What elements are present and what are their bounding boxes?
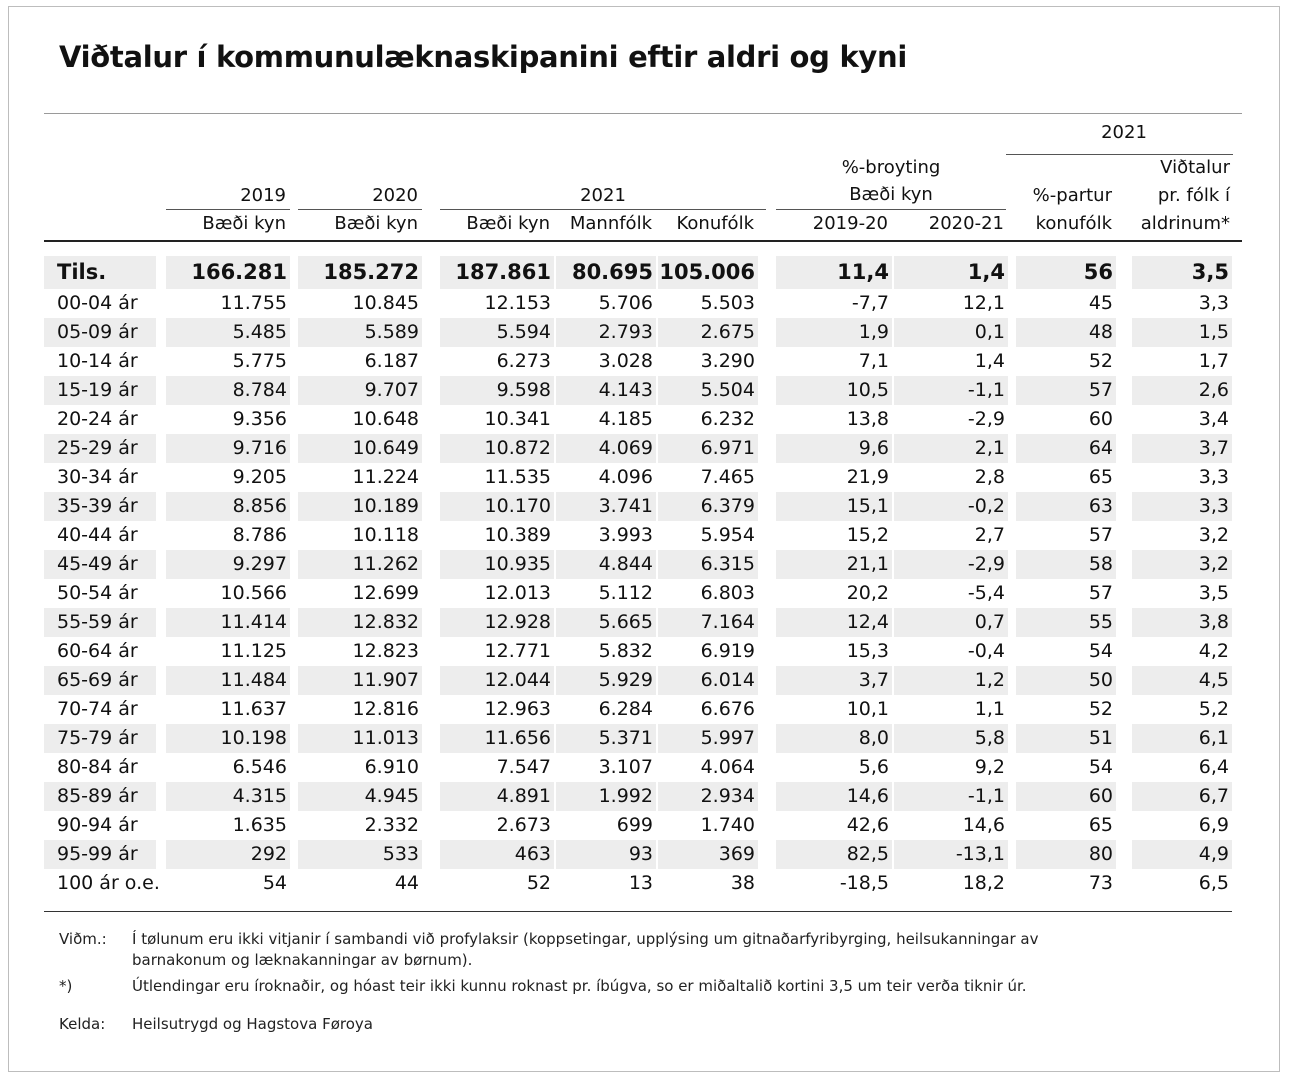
cell-age: 65-69 ár bbox=[44, 666, 156, 695]
header-change-underline bbox=[776, 209, 1006, 210]
cell-2021-men: 3.993 bbox=[598, 524, 653, 546]
cell-per-person: 3,4 bbox=[1198, 408, 1229, 430]
cell-age: 70-74 ár bbox=[57, 698, 138, 720]
header-2019-both: Bæði kyn bbox=[202, 213, 286, 234]
cell-change-2020-21: 0,1 bbox=[894, 318, 1008, 347]
cell-2020: 44 bbox=[394, 872, 419, 894]
cell-2021-men: 5.832 bbox=[598, 640, 653, 662]
cell-per-person: 3,8 bbox=[1132, 608, 1232, 637]
cell-2021-men: 5.371 bbox=[556, 724, 656, 753]
cell-2019: 9.356 bbox=[232, 408, 287, 430]
cell-per-person: 4,5 bbox=[1132, 666, 1232, 695]
cell-change-2019-20: 20,2 bbox=[846, 582, 889, 604]
cell-2019: 8.786 bbox=[232, 524, 287, 546]
cell-per-person: 6,7 bbox=[1132, 782, 1232, 811]
cell-per-person: 3,3 bbox=[1198, 466, 1229, 488]
cell-female-share: 52 bbox=[1088, 350, 1113, 372]
cell-2021-men: 1.992 bbox=[556, 782, 656, 811]
cell-2021-both: 10.341 bbox=[484, 408, 551, 430]
cell-2019: 1.635 bbox=[232, 814, 287, 836]
header-change-2020-21: 2020-21 bbox=[928, 213, 1004, 234]
cell-change-2020-21: 1,2 bbox=[894, 666, 1008, 695]
header-female-share-2: konufólk bbox=[1035, 213, 1112, 234]
cell-2021-men: 3.741 bbox=[556, 492, 656, 521]
cell-change-2019-20: 10,5 bbox=[776, 376, 892, 405]
cell-age: 05-09 ár bbox=[44, 318, 156, 347]
header-2021-men: Mannfólk bbox=[569, 213, 652, 234]
cell-age: 50-54 ár bbox=[57, 582, 138, 604]
cell-2020: 10.648 bbox=[352, 408, 419, 430]
cell-2019: 5.485 bbox=[166, 318, 290, 347]
cell-2021-men: 13 bbox=[628, 872, 653, 894]
cell-2021-both: 187.861 bbox=[440, 256, 554, 289]
cell-2020: 6.187 bbox=[364, 350, 419, 372]
cell-2021-both: 12.153 bbox=[484, 292, 551, 314]
cell-2019: 5.775 bbox=[232, 350, 287, 372]
cell-2021-both: 12.928 bbox=[440, 608, 554, 637]
cell-2019: 166.281 bbox=[166, 256, 290, 289]
table-row bbox=[44, 492, 1242, 521]
cell-2021-women: 7.465 bbox=[700, 466, 755, 488]
cell-2021-both: 5.594 bbox=[440, 318, 554, 347]
cell-2021-men: 3.107 bbox=[598, 756, 653, 778]
cell-2020: 2.332 bbox=[364, 814, 419, 836]
cell-age: 60-64 ár bbox=[57, 640, 138, 662]
cell-2021-women: 5.954 bbox=[700, 524, 755, 546]
cell-2021-women: 6.232 bbox=[700, 408, 755, 430]
table-row bbox=[44, 637, 1242, 666]
table-row bbox=[44, 405, 1242, 434]
table-row bbox=[44, 318, 1242, 347]
cell-2020: 10.189 bbox=[298, 492, 422, 521]
cell-2021-men: 93 bbox=[556, 840, 656, 869]
header-2019-year: 2019 bbox=[240, 185, 286, 206]
note-source-text: Heilsutrygd og Hagstova Føroya bbox=[132, 1015, 373, 1033]
cell-change-2020-21: 1,4 bbox=[894, 256, 1008, 289]
cell-per-person: 1,7 bbox=[1198, 350, 1229, 372]
cell-per-person: 6,9 bbox=[1198, 814, 1229, 836]
cell-age: 45-49 ár bbox=[44, 550, 156, 579]
cell-2021-women: 3.290 bbox=[700, 350, 755, 372]
cell-female-share: 51 bbox=[1016, 724, 1116, 753]
cell-2021-women: 4.064 bbox=[700, 756, 755, 778]
cell-2021-both: 6.273 bbox=[496, 350, 551, 372]
header-change-2019-20: 2019-20 bbox=[812, 213, 888, 234]
cell-change-2019-20: 3,7 bbox=[776, 666, 892, 695]
cell-change-2019-20: 82,5 bbox=[776, 840, 892, 869]
header-2021-right-year: 2021 bbox=[1101, 122, 1147, 143]
cell-change-2019-20: 5,6 bbox=[858, 756, 889, 778]
top-rule bbox=[44, 113, 1242, 114]
cell-age: 55-59 ár bbox=[44, 608, 156, 637]
cell-2021-both: 11.535 bbox=[484, 466, 551, 488]
cell-change-2020-21: -2,9 bbox=[967, 408, 1005, 430]
table-row bbox=[44, 347, 1242, 376]
cell-age: 30-34 ár bbox=[57, 466, 138, 488]
cell-2020: 9.707 bbox=[298, 376, 422, 405]
cell-change-2019-20: 1,9 bbox=[776, 318, 892, 347]
cell-2019: 11.414 bbox=[166, 608, 290, 637]
cell-change-2020-21: -1,1 bbox=[894, 376, 1008, 405]
cell-female-share: 63 bbox=[1016, 492, 1116, 521]
cell-2020: 11.262 bbox=[298, 550, 422, 579]
cell-per-person: 2,6 bbox=[1132, 376, 1232, 405]
table-row-total bbox=[44, 256, 1242, 289]
header-2021-both: Bæði kyn bbox=[466, 213, 550, 234]
cell-2021-women: 105.006 bbox=[658, 256, 758, 289]
cell-change-2020-21: -1,1 bbox=[894, 782, 1008, 811]
header-2021-underline bbox=[440, 209, 766, 210]
cell-2021-both: 52 bbox=[526, 872, 551, 894]
cell-per-person: 3,2 bbox=[1132, 550, 1232, 579]
cell-female-share: 64 bbox=[1016, 434, 1116, 463]
header-2020-underline bbox=[298, 209, 422, 210]
cell-2021-men: 4.143 bbox=[556, 376, 656, 405]
cell-2021-women: 6.971 bbox=[658, 434, 758, 463]
cell-change-2019-20: 15,2 bbox=[846, 524, 889, 546]
cell-2020: 10.118 bbox=[352, 524, 419, 546]
cell-change-2019-20: 42,6 bbox=[846, 814, 889, 836]
table-row bbox=[44, 579, 1242, 608]
cell-change-2019-20: 8,0 bbox=[776, 724, 892, 753]
header-change-subtitle: Bæði kyn bbox=[849, 184, 933, 205]
cell-change-2019-20: 9,6 bbox=[776, 434, 892, 463]
cell-age: 00-04 ár bbox=[57, 292, 138, 314]
note-star-text: Útlendingar eru íroknaðir, og hóast teir ikki kunnu roknast pr. íbúgva, so er miðaltalið kortini 3,5 um teir verða tiknir úr. bbox=[132, 977, 1027, 995]
cell-per-person: 1,5 bbox=[1132, 318, 1232, 347]
cell-2020: 5.589 bbox=[298, 318, 422, 347]
cell-change-2019-20: 11,4 bbox=[776, 256, 892, 289]
cell-age: 35-39 ár bbox=[44, 492, 156, 521]
cell-female-share: 45 bbox=[1088, 292, 1113, 314]
cell-2021-women: 6.676 bbox=[700, 698, 755, 720]
cell-2021-both: 2.673 bbox=[496, 814, 551, 836]
header-2021-women: Konufólk bbox=[676, 213, 754, 234]
table-row bbox=[44, 753, 1242, 782]
cell-change-2020-21: 18,2 bbox=[962, 872, 1005, 894]
cell-2021-men: 699 bbox=[616, 814, 653, 836]
cell-change-2019-20: 21,9 bbox=[846, 466, 889, 488]
header-2020-both: Bæði kyn bbox=[334, 213, 418, 234]
cell-change-2019-20: 13,8 bbox=[846, 408, 889, 430]
cell-female-share: 65 bbox=[1088, 466, 1113, 488]
cell-2020: 12.816 bbox=[352, 698, 419, 720]
cell-2021-both: 10.872 bbox=[440, 434, 554, 463]
cell-2021-women: 5.504 bbox=[658, 376, 758, 405]
cell-female-share: 54 bbox=[1088, 640, 1113, 662]
cell-2021-both: 12.963 bbox=[484, 698, 551, 720]
cell-2021-women: 1.740 bbox=[700, 814, 755, 836]
header-2021-right-underline bbox=[1006, 154, 1233, 155]
cell-per-person: 3,5 bbox=[1198, 582, 1229, 604]
table-title: Viðtalur í kommunulæknaskipanini eftir aldri og kyni bbox=[59, 40, 908, 74]
cell-change-2020-21: 14,6 bbox=[962, 814, 1005, 836]
cell-female-share: 48 bbox=[1016, 318, 1116, 347]
cell-age: 10-14 ár bbox=[57, 350, 138, 372]
cell-2021-women: 5.997 bbox=[658, 724, 758, 753]
cell-age: Tils. bbox=[44, 256, 156, 289]
cell-2021-women: 6.919 bbox=[700, 640, 755, 662]
cell-per-person: 3,7 bbox=[1132, 434, 1232, 463]
cell-age: 20-24 ár bbox=[57, 408, 138, 430]
cell-age: 85-89 ár bbox=[44, 782, 156, 811]
cell-female-share: 56 bbox=[1016, 256, 1116, 289]
header-change-title: %-broyting bbox=[841, 157, 941, 178]
cell-change-2019-20: 15,1 bbox=[776, 492, 892, 521]
table-row bbox=[44, 289, 1242, 318]
header-per-person-1: Viðtalur bbox=[1160, 157, 1230, 178]
cell-2021-men: 5.665 bbox=[556, 608, 656, 637]
cell-change-2019-20: 12,4 bbox=[776, 608, 892, 637]
cell-2021-both: 12.013 bbox=[484, 582, 551, 604]
cell-change-2020-21: 1,1 bbox=[974, 698, 1005, 720]
cell-change-2020-21: 2,7 bbox=[974, 524, 1005, 546]
cell-2019: 9.716 bbox=[166, 434, 290, 463]
cell-age: 100 ár o.e. bbox=[57, 872, 160, 894]
cell-2021-both: 12.044 bbox=[440, 666, 554, 695]
cell-per-person: 4,9 bbox=[1132, 840, 1232, 869]
table-row bbox=[44, 782, 1242, 811]
cell-2021-both: 4.891 bbox=[440, 782, 554, 811]
cell-change-2019-20: 21,1 bbox=[776, 550, 892, 579]
cell-2021-both: 10.389 bbox=[484, 524, 551, 546]
cell-2021-women: 6.379 bbox=[658, 492, 758, 521]
cell-age: 40-44 ár bbox=[57, 524, 138, 546]
table-row bbox=[44, 724, 1242, 753]
cell-2021-both: 12.771 bbox=[484, 640, 551, 662]
cell-change-2020-21: -0,2 bbox=[894, 492, 1008, 521]
cell-age: 80-84 ár bbox=[57, 756, 138, 778]
cell-2021-both: 7.547 bbox=[496, 756, 551, 778]
cell-change-2020-21: -5,4 bbox=[967, 582, 1005, 604]
cell-change-2019-20: 15,3 bbox=[846, 640, 889, 662]
cell-2020: 12.832 bbox=[298, 608, 422, 637]
cell-female-share: 54 bbox=[1088, 756, 1113, 778]
cell-2020: 12.823 bbox=[352, 640, 419, 662]
cell-2021-women: 7.164 bbox=[658, 608, 758, 637]
cell-2021-both: 9.598 bbox=[440, 376, 554, 405]
cell-2021-men: 80.695 bbox=[556, 256, 656, 289]
cell-2021-men: 5.112 bbox=[598, 582, 653, 604]
table-row bbox=[44, 811, 1242, 840]
table-row bbox=[44, 608, 1242, 637]
cell-female-share: 58 bbox=[1016, 550, 1116, 579]
cell-female-share: 55 bbox=[1016, 608, 1116, 637]
table-row bbox=[44, 376, 1242, 405]
cell-per-person: 5,2 bbox=[1198, 698, 1229, 720]
cell-2021-women: 38 bbox=[730, 872, 755, 894]
cell-female-share: 65 bbox=[1088, 814, 1113, 836]
table-row bbox=[44, 521, 1242, 550]
cell-2021-both: 10.935 bbox=[440, 550, 554, 579]
cell-female-share: 57 bbox=[1088, 582, 1113, 604]
table-row bbox=[44, 840, 1242, 869]
cell-2019: 11.125 bbox=[220, 640, 287, 662]
header-rule bbox=[44, 240, 1242, 242]
cell-change-2020-21: 2,1 bbox=[894, 434, 1008, 463]
cell-change-2020-21: 9,2 bbox=[974, 756, 1005, 778]
cell-2021-men: 4.096 bbox=[598, 466, 653, 488]
cell-2021-men: 4.844 bbox=[556, 550, 656, 579]
cell-female-share: 80 bbox=[1016, 840, 1116, 869]
cell-age: 90-94 ár bbox=[57, 814, 138, 836]
cell-age: 75-79 ár bbox=[44, 724, 156, 753]
cell-female-share: 57 bbox=[1016, 376, 1116, 405]
cell-2019: 8.784 bbox=[166, 376, 290, 405]
cell-change-2019-20: -7,7 bbox=[851, 292, 889, 314]
note-remark-text: Í tølunum eru ikki vitjanir í sambandi við profylaksir (koppsetingar, upplýsing um gitnaðarfyribyrging, heilsukanningar av barnakonum og læknakanningar av børnum). bbox=[132, 930, 1039, 969]
cell-2021-women: 6.014 bbox=[658, 666, 758, 695]
cell-change-2020-21: -2,9 bbox=[894, 550, 1008, 579]
cell-female-share: 60 bbox=[1016, 782, 1116, 811]
cell-2020: 533 bbox=[298, 840, 422, 869]
footer-rule bbox=[44, 911, 1232, 912]
cell-2019: 4.315 bbox=[166, 782, 290, 811]
cell-per-person: 3,5 bbox=[1132, 256, 1232, 289]
header-2019-underline bbox=[166, 209, 290, 210]
cell-change-2020-21: 5,8 bbox=[894, 724, 1008, 753]
cell-age: 25-29 ár bbox=[44, 434, 156, 463]
cell-2021-men: 5.929 bbox=[556, 666, 656, 695]
cell-2020: 185.272 bbox=[298, 256, 422, 289]
cell-2020: 11.013 bbox=[298, 724, 422, 753]
cell-2019: 11.637 bbox=[220, 698, 287, 720]
cell-change-2020-21: 12,1 bbox=[962, 292, 1005, 314]
table-row bbox=[44, 695, 1242, 724]
header-per-person-3: aldrinum* bbox=[1140, 213, 1230, 234]
cell-2019: 6.546 bbox=[232, 756, 287, 778]
cell-2021-men: 6.284 bbox=[598, 698, 653, 720]
table-row bbox=[44, 666, 1242, 695]
cell-2019: 9.297 bbox=[166, 550, 290, 579]
cell-per-person: 3,2 bbox=[1198, 524, 1229, 546]
cell-change-2019-20: 14,6 bbox=[776, 782, 892, 811]
cell-2021-both: 10.170 bbox=[440, 492, 554, 521]
cell-2019: 10.566 bbox=[220, 582, 287, 604]
cell-female-share: 50 bbox=[1016, 666, 1116, 695]
cell-2019: 9.205 bbox=[232, 466, 287, 488]
cell-per-person: 3,3 bbox=[1198, 292, 1229, 314]
header-2021-year: 2021 bbox=[580, 185, 626, 206]
cell-2020: 10.649 bbox=[298, 434, 422, 463]
cell-female-share: 52 bbox=[1088, 698, 1113, 720]
cell-2019: 11.755 bbox=[220, 292, 287, 314]
cell-2020: 11.224 bbox=[352, 466, 419, 488]
table-row bbox=[44, 434, 1242, 463]
cell-change-2020-21: -13,1 bbox=[894, 840, 1008, 869]
header-2020-year: 2020 bbox=[372, 185, 418, 206]
cell-change-2019-20: 7,1 bbox=[858, 350, 889, 372]
cell-2021-men: 2.793 bbox=[556, 318, 656, 347]
cell-per-person: 6,4 bbox=[1198, 756, 1229, 778]
cell-per-person: 3,3 bbox=[1132, 492, 1232, 521]
cell-female-share: 73 bbox=[1088, 872, 1113, 894]
cell-2021-women: 6.803 bbox=[700, 582, 755, 604]
cell-change-2020-21: 1,4 bbox=[974, 350, 1005, 372]
cell-2021-men: 5.706 bbox=[598, 292, 653, 314]
note-source-key: Kelda: bbox=[59, 1015, 106, 1033]
cell-2021-both: 11.656 bbox=[440, 724, 554, 753]
cell-2021-women: 369 bbox=[658, 840, 758, 869]
cell-2020: 11.907 bbox=[298, 666, 422, 695]
cell-2021-men: 4.069 bbox=[556, 434, 656, 463]
cell-2020: 10.845 bbox=[352, 292, 419, 314]
cell-change-2019-20: 10,1 bbox=[846, 698, 889, 720]
cell-female-share: 60 bbox=[1088, 408, 1113, 430]
cell-2019: 11.484 bbox=[166, 666, 290, 695]
cell-change-2020-21: 2,8 bbox=[974, 466, 1005, 488]
header-female-share-1: %-partur bbox=[1032, 185, 1112, 206]
cell-age: 95-99 ár bbox=[44, 840, 156, 869]
cell-female-share: 57 bbox=[1088, 524, 1113, 546]
cell-change-2019-20: -18,5 bbox=[839, 872, 889, 894]
cell-change-2020-21: -0,4 bbox=[967, 640, 1005, 662]
cell-change-2020-21: 0,7 bbox=[894, 608, 1008, 637]
cell-2020: 12.699 bbox=[352, 582, 419, 604]
cell-2021-women: 2.675 bbox=[658, 318, 758, 347]
cell-age: 15-19 ár bbox=[44, 376, 156, 405]
cell-2021-women: 6.315 bbox=[658, 550, 758, 579]
note-star-key: *) bbox=[59, 977, 73, 995]
cell-2020: 4.945 bbox=[298, 782, 422, 811]
cell-2021-women: 2.934 bbox=[658, 782, 758, 811]
cell-2021-women: 5.503 bbox=[700, 292, 755, 314]
cell-2019: 8.856 bbox=[166, 492, 290, 521]
table-row bbox=[44, 869, 1242, 898]
cell-2020: 6.910 bbox=[364, 756, 419, 778]
cell-per-person: 6,1 bbox=[1132, 724, 1232, 753]
cell-2019: 10.198 bbox=[166, 724, 290, 753]
cell-2021-men: 3.028 bbox=[598, 350, 653, 372]
cell-per-person: 4,2 bbox=[1198, 640, 1229, 662]
cell-2021-both: 463 bbox=[440, 840, 554, 869]
table-row bbox=[44, 463, 1242, 492]
cell-2019: 54 bbox=[262, 872, 287, 894]
cell-2019: 292 bbox=[166, 840, 290, 869]
table-row bbox=[44, 550, 1242, 579]
cell-per-person: 6,5 bbox=[1198, 872, 1229, 894]
cell-2021-men: 4.185 bbox=[598, 408, 653, 430]
note-remark-key: Viðm.: bbox=[59, 930, 107, 948]
header-per-person-2: pr. fólk í bbox=[1157, 185, 1230, 206]
